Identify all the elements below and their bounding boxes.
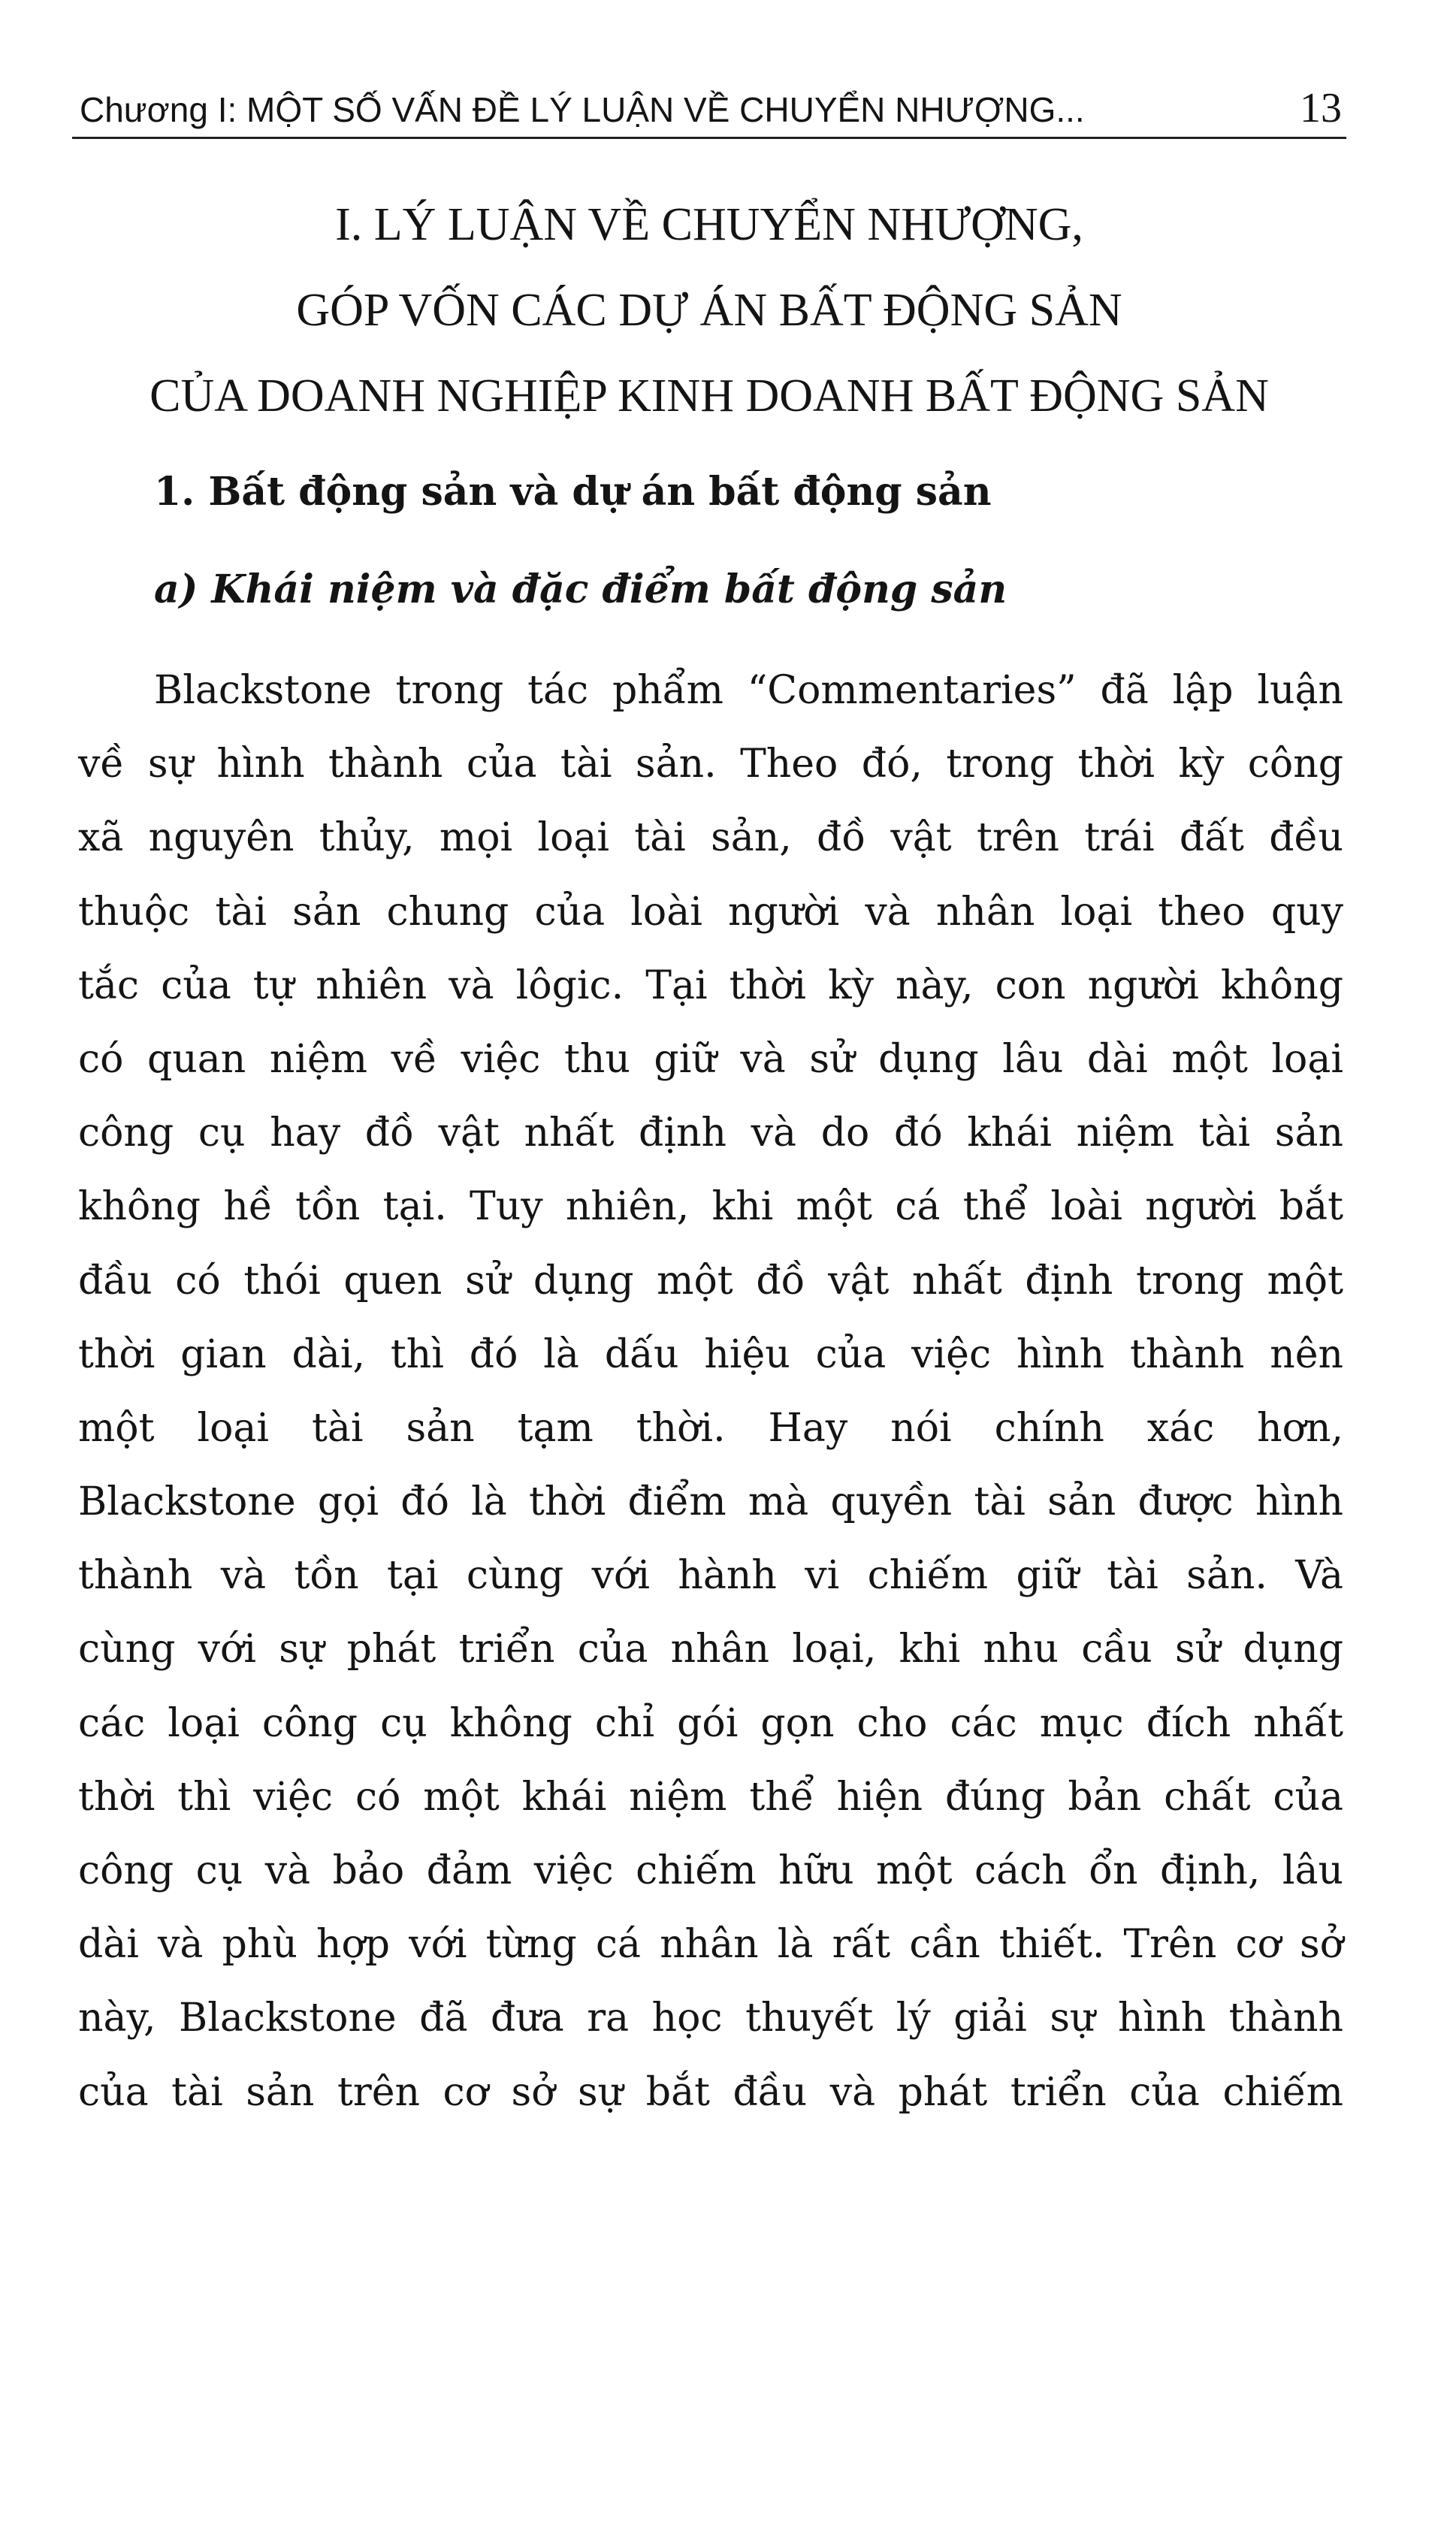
paragraph-line: công cụ và bảo đảm việc chiếm hữu một cách ổn định, lâu xyxy=(78,1848,1343,1893)
paragraph-line: thành và tồn tại cùng với hành vi chiếm giữ tài sản. Và xyxy=(78,1553,1343,1599)
paragraph-line: một loại tài sản tạm thời. Hay nói chính xác hơn, xyxy=(78,1405,1343,1451)
paragraph-line: cùng với sự phát triển của nhân loại, khi nhu cầu sử dụng xyxy=(78,1627,1343,1672)
paragraph-line: thời gian dài, thì đó là dấu hiệu của việc hình thành nên xyxy=(78,1331,1343,1377)
paragraph-line: Blackstone trong tác phẩm “Commentaries” đã lập luận xyxy=(154,668,1343,713)
paragraph-line: của tài sản trên cơ sở sự bắt đầu và phát triển của chiếm xyxy=(78,2069,1343,2115)
paragraph-line: các loại công cụ không chỉ gói gọn cho các mục đích nhất xyxy=(78,1700,1343,1746)
paragraph-line: về sự hình thành của tài sản. Theo đó, trong thời kỳ công xyxy=(78,742,1343,787)
paragraph-line: Blackstone gọi đó là thời điểm mà quyền tài sản được hình xyxy=(78,1479,1343,1525)
sub-subheading: a) Khái niệm và đặc điểm bất động sản xyxy=(154,567,1007,612)
paragraph-line: thuộc tài sản chung của loài người và nhân loại theo quy xyxy=(78,889,1343,935)
paragraph-line: xã nguyên thủy, mọi loại tài sản, đồ vật trên trái đất đều xyxy=(78,815,1343,861)
paragraph-line: tắc của tự nhiên và lôgic. Tại thời kỳ này, con người không xyxy=(78,962,1343,1008)
section-title-line: I. LÝ LUẬN VỀ CHUYỂN NHƯỢNG, xyxy=(335,199,1083,250)
section-title-line: CỦA DOANH NGHIỆP KINH DOANH BẤT ĐỘNG SẢN xyxy=(150,370,1269,421)
paragraph-line: đầu có thói quen sử dụng một đồ vật nhất định trong một xyxy=(78,1258,1343,1304)
body-paragraph xyxy=(78,654,1343,2129)
section-title-line: GÓP VỐN CÁC DỰ ÁN BẤT ĐỘNG SẢN xyxy=(296,285,1122,336)
subheading: 1. Bất động sản và dự án bất động sản xyxy=(154,469,992,515)
paragraph-line: có quan niệm về việc thu giữ và sử dụng lâu dài một loại xyxy=(78,1036,1343,1082)
paragraph-line: công cụ hay đồ vật nhất định và do đó khái niệm tài sản xyxy=(78,1110,1343,1156)
paragraph-line: này, Blackstone đã đưa ra học thuyết lý giải sự hình thành xyxy=(78,1996,1343,2041)
paragraph-line: không hề tồn tại. Tuy nhiên, khi một cá thể loài người bắt xyxy=(78,1184,1343,1230)
paragraph-line: dài và phù hợp với từng cá nhân là rất cần thiết. Trên cơ sở xyxy=(78,1922,1343,1968)
page-number: 13 xyxy=(1300,85,1342,131)
section-title xyxy=(72,182,1346,439)
chapter-title: Chương I: MỘT SỐ VẤN ĐỀ LÝ LUẬN VỀ CHUYỂN NHƯỢNG... xyxy=(80,90,1085,129)
paragraph-line: thời thì việc có một khái niệm thể hiện đúng bản chất của xyxy=(78,1774,1343,1820)
running-header xyxy=(72,77,1346,139)
